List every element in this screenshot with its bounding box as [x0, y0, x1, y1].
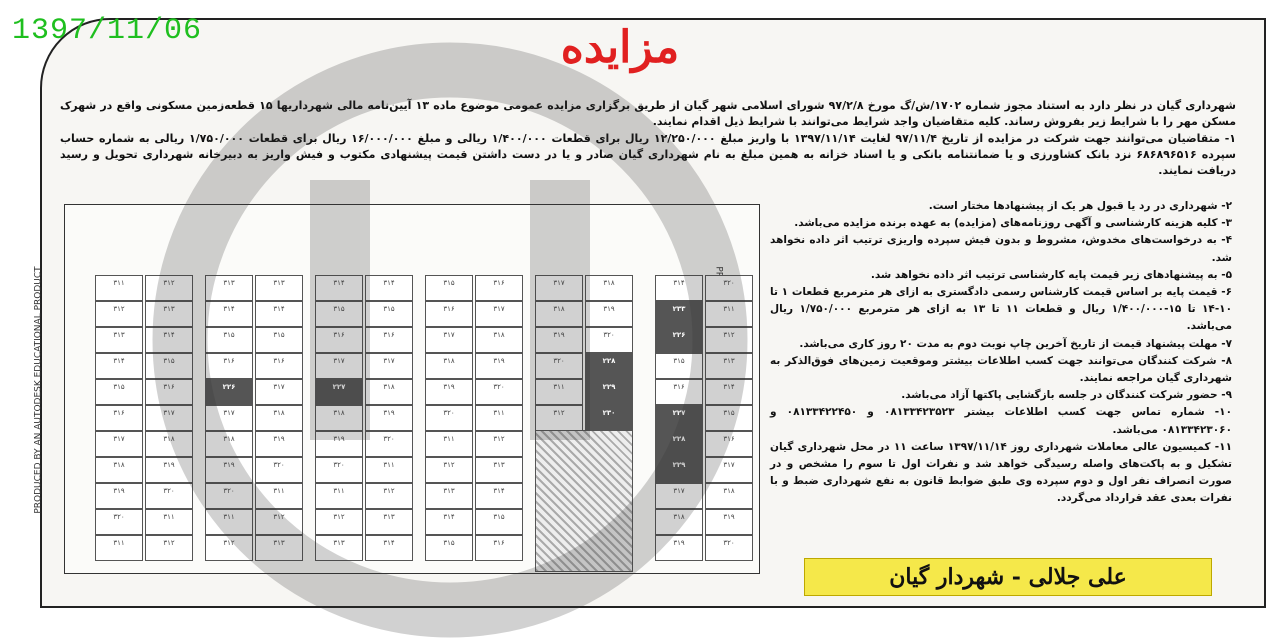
- lot-number: ۳۲۰: [383, 435, 395, 443]
- lot-number: ۳۱۶: [723, 435, 735, 443]
- lot-number: ۳۱۹: [163, 461, 175, 469]
- map-lot: [705, 431, 753, 457]
- lot-number: ۲۲۹: [672, 461, 686, 469]
- lot-number: ۳۱۵: [383, 305, 395, 313]
- map-lot: [425, 535, 473, 561]
- lot-number: ۳۱۹: [443, 383, 455, 391]
- map-lot: [205, 535, 253, 561]
- map-lot: [145, 405, 193, 431]
- map-lot: [535, 327, 583, 353]
- lot-number: ۳۱۸: [383, 383, 395, 391]
- map-lot: [315, 535, 363, 561]
- lot-number: ۳۱۱: [333, 487, 345, 495]
- map-lot: [365, 457, 413, 483]
- lot-number: ۳۲۰: [333, 461, 345, 469]
- highlighted-lot: [655, 327, 703, 353]
- map-lot: [425, 353, 473, 379]
- lot-number: ۳۱۷: [673, 487, 685, 495]
- lot-number: ۳۱۸: [163, 435, 175, 443]
- lot-number: ۳۲۰: [603, 331, 615, 339]
- map-lot: [475, 353, 523, 379]
- lot-number: ۳۱۳: [493, 461, 505, 469]
- lot-number: ۳۱۴: [723, 383, 735, 391]
- map-lot: [95, 509, 143, 535]
- map-lot: [705, 483, 753, 509]
- lot-number: ۳۱۵: [333, 305, 345, 313]
- lot-number: ۳۱۸: [223, 435, 235, 443]
- map-lot: [475, 535, 523, 561]
- map-lot: [425, 405, 473, 431]
- map-lot: [365, 379, 413, 405]
- publication-date: 1397/11/06: [12, 14, 203, 48]
- map-lot: [705, 405, 753, 431]
- map-lot: [205, 509, 253, 535]
- highlighted-lot: [655, 405, 703, 431]
- lot-number: ۳۱۱: [113, 279, 125, 287]
- map-lot: [365, 535, 413, 561]
- map-lot: [705, 327, 753, 353]
- map-lot: [315, 457, 363, 483]
- lot-number: ۳۱۳: [273, 539, 285, 547]
- highlighted-lot: [315, 379, 363, 405]
- lot-number: ۳۱۵: [493, 513, 505, 521]
- lot-number: ۳۱۳: [223, 279, 235, 287]
- map-lot: [205, 301, 253, 327]
- map-lot: [365, 509, 413, 535]
- lot-number: ۳۱۱: [223, 513, 235, 521]
- intro-text: [60, 98, 1236, 180]
- lot-number: ۳۱۳: [443, 487, 455, 495]
- condition-2: ۲- شهرداری در رد یا قبول هر یک از پیشنهادها مختار است.: [928, 200, 1232, 212]
- lot-number: ۳۱۱: [493, 409, 505, 417]
- lot-number: ۳۱۷: [113, 435, 125, 443]
- lot-number: ۳۱۳: [383, 513, 395, 521]
- map-lot: [365, 483, 413, 509]
- lot-number: ۳۱۴: [273, 305, 285, 313]
- map-lot: [255, 457, 303, 483]
- lot-number: ۳۱۲: [493, 435, 505, 443]
- lot-number: ۳۱۹: [723, 513, 735, 521]
- map-lot: [315, 327, 363, 353]
- hatched-area: [535, 430, 633, 572]
- map-lot: [145, 327, 193, 353]
- lot-number: ۳۱۳: [333, 539, 345, 547]
- map-lot: [145, 535, 193, 561]
- map-lot: [585, 301, 633, 327]
- lot-number: ۳۱۵: [673, 357, 685, 365]
- lot-number: ۳۱۷: [723, 461, 735, 469]
- highlighted-lot: [585, 353, 633, 379]
- map-lot: [655, 353, 703, 379]
- map-lot: [255, 535, 303, 561]
- lot-number: ۳۱۵: [163, 357, 175, 365]
- lot-number: ۳۱۶: [273, 357, 285, 365]
- map-lot: [655, 509, 703, 535]
- lot-number: ۳۱۲: [113, 305, 125, 313]
- condition-9: ۹- حضور شرکت کنندگان در جلسه بازگشایی پاکتها آزاد می‌باشد.: [901, 389, 1232, 402]
- lot-number: ۳۱۹: [223, 461, 235, 469]
- lot-number: ۳۱۷: [493, 305, 505, 313]
- map-lot: [425, 301, 473, 327]
- map-lot: [205, 457, 253, 483]
- map-left-caption: PRODUCED BY AN AUTODESK EDUCATIONAL PRODUCT: [33, 266, 44, 514]
- map-lot: [705, 275, 753, 301]
- lot-number: ۳۱۶: [333, 331, 345, 339]
- map-lot: [205, 353, 253, 379]
- map-lot: [145, 457, 193, 483]
- map-lot: [475, 275, 523, 301]
- lot-number: ۳۱۹: [113, 487, 125, 495]
- highlighted-lot: [585, 379, 633, 405]
- highlighted-lot: [655, 301, 703, 327]
- map-lot: [315, 275, 363, 301]
- lot-number: ۳۱۴: [163, 331, 175, 339]
- lot-number: ۳۱۶: [673, 383, 685, 391]
- map-lot: [535, 379, 583, 405]
- map-lot: [655, 379, 703, 405]
- lot-number: ۳۱۴: [383, 539, 395, 547]
- map-lot: [535, 353, 583, 379]
- lot-number: ۳۱۲: [443, 461, 455, 469]
- map-lot: [145, 275, 193, 301]
- lot-number: ۳۱۸: [113, 461, 125, 469]
- map-lot: [365, 431, 413, 457]
- condition-10: ۱۰- شماره تماس جهت کسب اطلاعات بیشتر ۰۸۱۳۳۴۲۳۵۲۳ و ۰۸۱۳۳۴۲۲۴۵۰ و ۰۸۱۳۳۴۲۳۰۶۰ می‌باشد.: [770, 406, 1232, 436]
- lot-number: ۳۱۶: [493, 279, 505, 287]
- map-lot: [95, 483, 143, 509]
- map-lot: [365, 275, 413, 301]
- highlighted-lot: [585, 405, 633, 431]
- map-lot: [315, 483, 363, 509]
- lot-number: ۳۱۳: [163, 305, 175, 313]
- map-lot: [255, 327, 303, 353]
- lot-number: ۳۱۱: [723, 305, 735, 313]
- map-lot: [475, 431, 523, 457]
- map-lot: [205, 431, 253, 457]
- map-lot: [95, 327, 143, 353]
- map-lot: [425, 457, 473, 483]
- lot-number: ۳۲۰: [493, 383, 505, 391]
- lot-number: ۳۱۷: [273, 383, 285, 391]
- lot-number: ۲۲۶: [222, 383, 236, 391]
- lot-number: ۳۲۰: [723, 279, 735, 287]
- lot-number: ۳۱۶: [223, 357, 235, 365]
- lot-number: ۳۱۲: [163, 539, 175, 547]
- lot-number: ۳۲۰: [163, 487, 175, 495]
- map-lot: [655, 483, 703, 509]
- lot-number: ۳۱۶: [383, 331, 395, 339]
- lot-number: ۳۱۹: [273, 435, 285, 443]
- map-lot: [255, 275, 303, 301]
- map-lot: [255, 379, 303, 405]
- map-lot: [255, 509, 303, 535]
- map-lot: [425, 379, 473, 405]
- lot-number: ۲۲۶: [672, 331, 686, 339]
- highlighted-lot: [655, 457, 703, 483]
- lot-number: ۲۲۸: [672, 435, 686, 443]
- map-lot: [95, 405, 143, 431]
- lot-number: ۳۱۳: [723, 357, 735, 365]
- map-lot: [95, 457, 143, 483]
- intro-paragraph: شهرداری گیان در نظر دارد به استناد مجوز شماره ۱۷۰۲/ش/گ مورخ ۹۷/۲/۸ شورای اسلامی شهر گیان از طریق برگزاری مزایده عمومی موضوع ماده ۱۳ آیین‌نامه مالی شهرداریها ۱۵ قطعه‌زمین مسکونی واقع در شهرک مسکن مهر را با شرایط زیر بفروش رساند. کلیه متقاضیان واجد شرایط می‌توانند با شرایط ذیل اقدام نمایند.: [60, 99, 1237, 128]
- map-lot: [475, 483, 523, 509]
- lot-number: ۳۱۲: [273, 513, 285, 521]
- map-lot: [145, 301, 193, 327]
- map-lot: [475, 379, 523, 405]
- lot-number: ۳۱۱: [443, 435, 455, 443]
- lot-number: ۳۱۶: [163, 383, 175, 391]
- lot-number: ۳۱۱: [113, 539, 125, 547]
- map-lot: [425, 431, 473, 457]
- lot-number: ۳۱۷: [163, 409, 175, 417]
- lot-number: ۳۱۵: [723, 409, 735, 417]
- lot-number: ۳۱۸: [673, 513, 685, 521]
- lot-number: ۳۱۳: [113, 331, 125, 339]
- map-lot: [255, 353, 303, 379]
- lot-number: ۳۱۶: [493, 539, 505, 547]
- highlighted-lot: [205, 379, 253, 405]
- lot-number: ۲۲۹: [602, 383, 616, 391]
- lot-number: ۳۱۸: [273, 409, 285, 417]
- lot-number: ۳۱۸: [333, 409, 345, 417]
- lot-number: ۳۱۹: [383, 409, 395, 417]
- lot-number: ۳۱۲: [723, 331, 735, 339]
- map-lot: [205, 405, 253, 431]
- lot-number: ۳۱۲: [163, 279, 175, 287]
- map-lot: [475, 457, 523, 483]
- highlighted-lot: [655, 431, 703, 457]
- map-lot: [365, 405, 413, 431]
- lot-number: ۳۲۰: [223, 487, 235, 495]
- lot-number: ۳۱۹: [673, 539, 685, 547]
- map-lot: [95, 535, 143, 561]
- map-lot: [315, 431, 363, 457]
- map-lot: [315, 405, 363, 431]
- lot-number: ۳۱۱: [553, 383, 565, 391]
- map-lot: [655, 275, 703, 301]
- lot-number: ۳۱۵: [223, 331, 235, 339]
- lot-number: ۳۱۳: [273, 279, 285, 287]
- notice-title: مزایده: [560, 22, 680, 73]
- map-lot: [145, 379, 193, 405]
- lot-number: ۳۱۴: [333, 279, 345, 287]
- map-lot: [705, 379, 753, 405]
- lot-number: ۳۱۹: [493, 357, 505, 365]
- map-lot: [365, 301, 413, 327]
- lot-number: ۳۱۸: [443, 357, 455, 365]
- lot-number: ۳۱۶: [113, 409, 125, 417]
- condition-1: ۱- متقاضیان می‌توانند جهت شرکت در مزایده از تاریخ ۹۷/۱۱/۴ لغایت ۱۳۹۷/۱۱/۱۴ با واریز مبلغ ۱۲/۲۵۰/۰۰۰ ریال برای قطعات ۱/۴۰۰/۰۰۰ ریالی و مبلغ ۱۶/۰۰۰/۰۰۰ ریال برای قطعات ۱/۷۵۰/۰۰۰ ریالی به شماره حساب سپرده ۶۸۶۸۹۶۵۱۶ نزد بانک کشاورزی و یا ضمانتنامه بانکی و یا اسناد خزانه به همین مبلغ به نام شهرداری گیان صادر و یا در دست داشتن قیمت پیشنهادی مکتوب و فیش واریز به دبیرخانه شهرداری تحویل و رسید دریافت نمایند.: [60, 132, 1236, 177]
- map-lot: [95, 275, 143, 301]
- condition-8: ۸- شرکت کنندگان می‌توانند جهت کسب اطلاعات بیشتر وموقعیت زمین‌های فوق‌الذکر به شهرداری گیان مراجعه نمایند.: [770, 354, 1232, 385]
- map-lot: [315, 509, 363, 535]
- map-lot: [205, 483, 253, 509]
- condition-6: ۶- قیمت پایه بر اساس قیمت کارشناس رسمی دادگستری به ازای هر مترمربع قطعات ۱ تا ۱۰-۱۴ تا ۱۵-۱/۴۰۰/۰۰۰ ریال و قطعات ۱۱ تا ۱۳ به ازای هر مترمربع ۱/۷۵۰/۰۰۰ ریال می‌باشد.: [770, 286, 1232, 333]
- site-plan-map: [33, 204, 760, 574]
- lot-number: ۳۱۴: [113, 357, 125, 365]
- condition-5: ۵- به پیشنهادهای زیر قیمت پایه کارشناسی ترتیب اثر داده نخواهد شد.: [870, 268, 1232, 281]
- map-lot: [425, 275, 473, 301]
- lot-number: ۳۱۵: [273, 331, 285, 339]
- map-lot: [315, 353, 363, 379]
- lot-number: ۳۱۴: [383, 279, 395, 287]
- lot-number: ۳۱۶: [443, 305, 455, 313]
- map-lot: [655, 535, 703, 561]
- map-lot: [585, 327, 633, 353]
- lot-number: ۳۱۱: [163, 513, 175, 521]
- lot-number: ۳۱۲: [223, 539, 235, 547]
- map-lot: [475, 509, 523, 535]
- lot-number: ۳۱۷: [223, 409, 235, 417]
- lot-number: ۳۱۸: [493, 331, 505, 339]
- lot-number: ۳۲۰: [443, 409, 455, 417]
- lot-number: ۳۱۱: [383, 461, 395, 469]
- lot-number: ۳۱۸: [553, 305, 565, 313]
- lot-number: ۳۱۹: [553, 331, 565, 339]
- map-lot: [95, 353, 143, 379]
- map-lot: [255, 405, 303, 431]
- condition-3: ۳- کلیه هزینه کارشناسی و آگهی روزنامه‌های (مزایده) به عهده برنده مزایده می‌باشد.: [794, 217, 1232, 230]
- lot-number: ۲۳۰: [602, 409, 616, 417]
- lot-number: ۳۱۵: [443, 539, 455, 547]
- map-lot: [705, 509, 753, 535]
- map-lot: [255, 301, 303, 327]
- map-lot: [145, 509, 193, 535]
- map-lot: [205, 275, 253, 301]
- lot-number: ۳۱۴: [493, 487, 505, 495]
- condition-11: ۱۱- کمیسیون عالی معاملات شهرداری روز ۱۳۹۷/۱۱/۱۴ ساعت ۱۱ در محل شهرداری گیان تشکیل و به پاکت‌های واصله رسیدگی خواهد شد و نفرات اول تا سوم را مشخص و در صورت انصراف نفر اول و دوم سپرده وی طبق ضوابط قانون به نفع شهرداری ضبط و با نفرات بعدی عقد قرارداد می‌گردد.: [770, 440, 1232, 505]
- lot-number: ۳۱۲: [333, 513, 345, 521]
- lot-number: ۳۱۴: [223, 305, 235, 313]
- lot-number: ۳۲۰: [723, 539, 735, 547]
- lot-number: ۳۱۴: [673, 279, 685, 287]
- lot-number: ۳۱۵: [443, 279, 455, 287]
- lot-number: ۳۱۷: [333, 357, 345, 365]
- map-lot: [145, 353, 193, 379]
- condition-7: ۷- مهلت پیشنهاد قیمت از تاریخ آخرین چاپ نوبت دوم به مدت ۲۰ روز کاری می‌باشد.: [799, 337, 1232, 350]
- lot-number: ۲۳۳: [672, 305, 686, 313]
- map-lot: [95, 301, 143, 327]
- map-lot: [315, 301, 363, 327]
- map-lot: [145, 431, 193, 457]
- map-lot: [95, 431, 143, 457]
- lot-number: ۳۲۰: [273, 461, 285, 469]
- lot-number: ۳۱۹: [333, 435, 345, 443]
- lot-number: ۳۱۲: [383, 487, 395, 495]
- map-lot: [255, 431, 303, 457]
- map-lot: [535, 301, 583, 327]
- map-lot: [705, 353, 753, 379]
- map-lot: [585, 275, 633, 301]
- map-lot: [475, 327, 523, 353]
- map-lot: [425, 327, 473, 353]
- map-lot: [425, 483, 473, 509]
- lot-number: ۳۱۹: [603, 305, 615, 313]
- lot-number: ۳۱۱: [273, 487, 285, 495]
- map-lot: [535, 275, 583, 301]
- lot-number: ۳۱۲: [553, 409, 565, 417]
- lot-number: ۳۱۸: [603, 279, 615, 287]
- lot-number: ۳۱۵: [113, 383, 125, 391]
- map-lot: [475, 405, 523, 431]
- map-lot: [475, 301, 523, 327]
- lot-number: ۲۲۷: [672, 409, 686, 417]
- lot-number: ۲۲۸: [602, 357, 616, 365]
- lot-number: ۳۱۷: [383, 357, 395, 365]
- map-lot: [365, 327, 413, 353]
- map-lot: [145, 483, 193, 509]
- lot-number: ۳۲۰: [113, 513, 125, 521]
- lot-number: ۳۱۷: [443, 331, 455, 339]
- lot-number: ۳۱۴: [443, 513, 455, 521]
- conditions-list: [770, 198, 1232, 508]
- lot-number: ۳۱۸: [723, 487, 735, 495]
- map-lot: [705, 535, 753, 561]
- map-lot: [255, 483, 303, 509]
- map-lot: [205, 327, 253, 353]
- map-lot: [95, 379, 143, 405]
- lot-number: ۳۱۷: [553, 279, 565, 287]
- map-lot: [705, 301, 753, 327]
- signature-box: علی جلالی - شهردار گیان: [804, 558, 1212, 596]
- map-lot: [425, 509, 473, 535]
- condition-4: ۴- به درخواست‌های مخدوش، مشروط و بدون فیش سپرده واریزی ترتیب اثر داده نخواهد شد.: [770, 234, 1232, 264]
- map-lot: [535, 405, 583, 431]
- lot-number: ۲۲۷: [332, 383, 346, 391]
- lot-number: ۳۲۰: [553, 357, 565, 365]
- map-lot: [365, 353, 413, 379]
- map-lot: [705, 457, 753, 483]
